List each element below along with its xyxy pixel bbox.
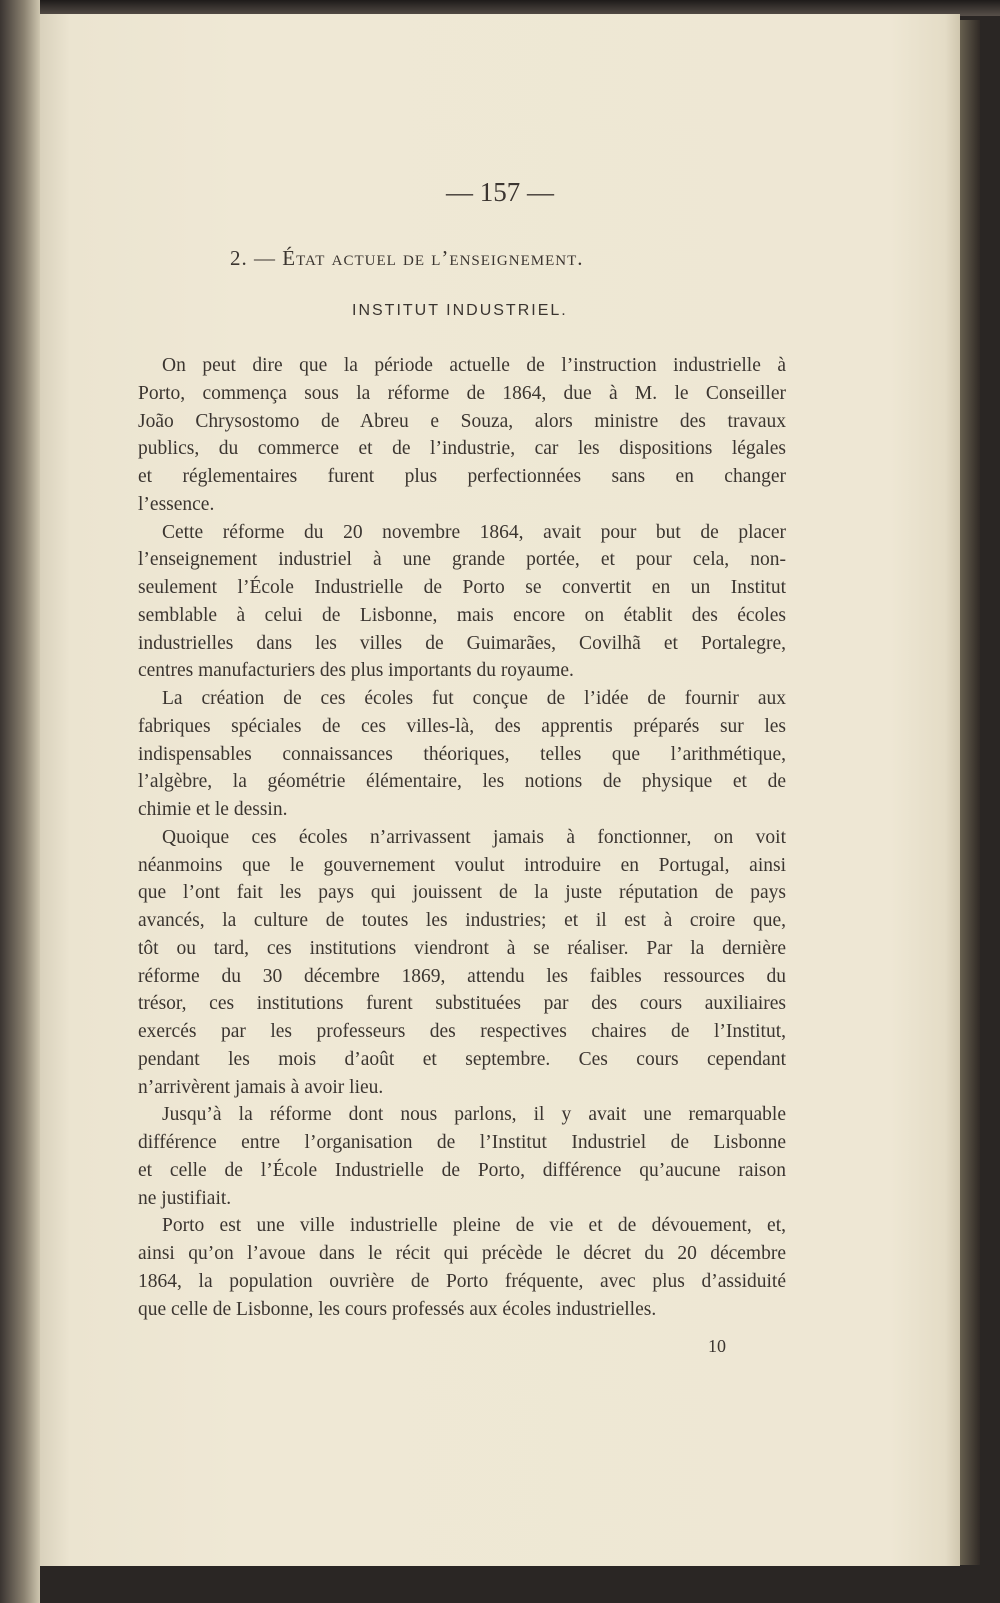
- text-line: ne justifiait.: [138, 1187, 232, 1209]
- text-line: néanmoins que le gouvernement voulut introduire en Portugal, ainsi: [138, 854, 786, 876]
- text-line: semblable à celui de Lisbonne, mais encore on établit des écoles: [138, 604, 786, 626]
- text-line: et réglementaires furent plus perfectionnées sans en changer: [138, 466, 786, 487]
- text-line: pendant les mois d’août et septembre. Ces cours cependant: [138, 1048, 786, 1070]
- text-line: Quoique ces écoles n’arrivassent jamais à fonctionner, on voit: [162, 826, 786, 848]
- text-line: Cette réforme du 20 novembre 1864, avait pour but de placer: [162, 521, 786, 543]
- text-line: ainsi qu’on l’avoue dans le récit qui précède le décret du 20 décembre: [138, 1243, 786, 1264]
- subheading: INSTITUT INDUSTRIEL.: [352, 302, 568, 319]
- text-line: avancés, la culture de toutes les industries; et il est à croire que,: [138, 910, 786, 931]
- text-line: l’algèbre, la géométrie élémentaire, les notions de physique et de: [138, 771, 786, 793]
- text-line: publics, du commerce et de l’industrie, car les dispositions légales: [138, 438, 786, 460]
- text-line: seulement l’École Industrielle de Porto se convertit en un Institut: [138, 577, 786, 598]
- signature-mark: 10: [708, 1336, 726, 1356]
- text-line: indispensables connaissances théoriques, telles que l’arithmétique,: [138, 743, 786, 765]
- text-line: On peut dire que la période actuelle de l’instruction industrielle à: [162, 355, 786, 376]
- scan-right-edge: [958, 20, 980, 1565]
- book-page: [40, 14, 960, 1566]
- paragraph: [138, 519, 786, 686]
- text-line: tôt ou tard, ces institutions viendront à se réaliser. Par la dernière: [138, 937, 786, 959]
- text-line: João Chrysostomo de Abreu e Souza, alors ministre des travaux: [138, 410, 786, 432]
- paragraph: [138, 824, 786, 1102]
- page-number: — 157 —: [446, 177, 554, 207]
- paragraph: [138, 1101, 786, 1212]
- section-heading: 2. — État actuel de l’enseignement.: [230, 246, 584, 270]
- text-line: réforme du 30 décembre 1869, attendu les faibles ressources du: [138, 965, 786, 987]
- text-line: n’arrivèrent jamais à avoir lieu.: [138, 1076, 384, 1098]
- text-line: l’essence.: [138, 493, 215, 515]
- text-line: trésor, ces institutions furent substituées par des cours auxiliaires: [138, 993, 786, 1015]
- text-line: centres manufacturiers des plus importants du royaume.: [138, 660, 574, 682]
- text-line: 1864, la population ouvrière de Porto fréquente, avec plus d’assiduité: [138, 1270, 786, 1292]
- text-line: fabriques spéciales de ces villes-là, des apprentis préparés sur les: [138, 715, 786, 737]
- body-text: [138, 352, 786, 1323]
- paragraph: [138, 685, 786, 824]
- text-line: Porto est une ville industrielle pleine de vie et de dévouement, et,: [162, 1215, 786, 1237]
- text-line: industrielles dans les villes de Guimarães, Covilhã et Portalegre,: [138, 632, 786, 654]
- text-line: que celle de Lisbonne, les cours professés aux écoles industrielles.: [138, 1298, 657, 1320]
- paragraph: [138, 352, 786, 519]
- text-line: exercés par les professeurs des respectives chaires de l’Institut,: [138, 1021, 786, 1042]
- text-line: et celle de l’École Industrielle de Porto, différence qu’aucune raison: [138, 1159, 786, 1181]
- text-line: Porto, commença sous la réforme de 1864, due à M. le Conseiller: [138, 382, 786, 404]
- text-line: que l’ont fait les pays qui jouissent de la juste réputation de pays: [138, 882, 786, 904]
- paragraph: [138, 1212, 786, 1323]
- text-line: Jusqu’à la réforme dont nous parlons, il y avait une remarquable: [162, 1104, 786, 1126]
- book-spine-edge: [0, 0, 40, 1603]
- text-line: chimie et le dessin.: [138, 799, 288, 820]
- text-line: La création de ces écoles fut conçue de l’idée de fournir aux: [162, 688, 786, 709]
- text-line: différence entre l’organisation de l’Institut Industriel de Lisbonne: [138, 1132, 786, 1153]
- text-line: l’enseignement industriel à une grande portée, et pour cela, non-: [138, 549, 786, 571]
